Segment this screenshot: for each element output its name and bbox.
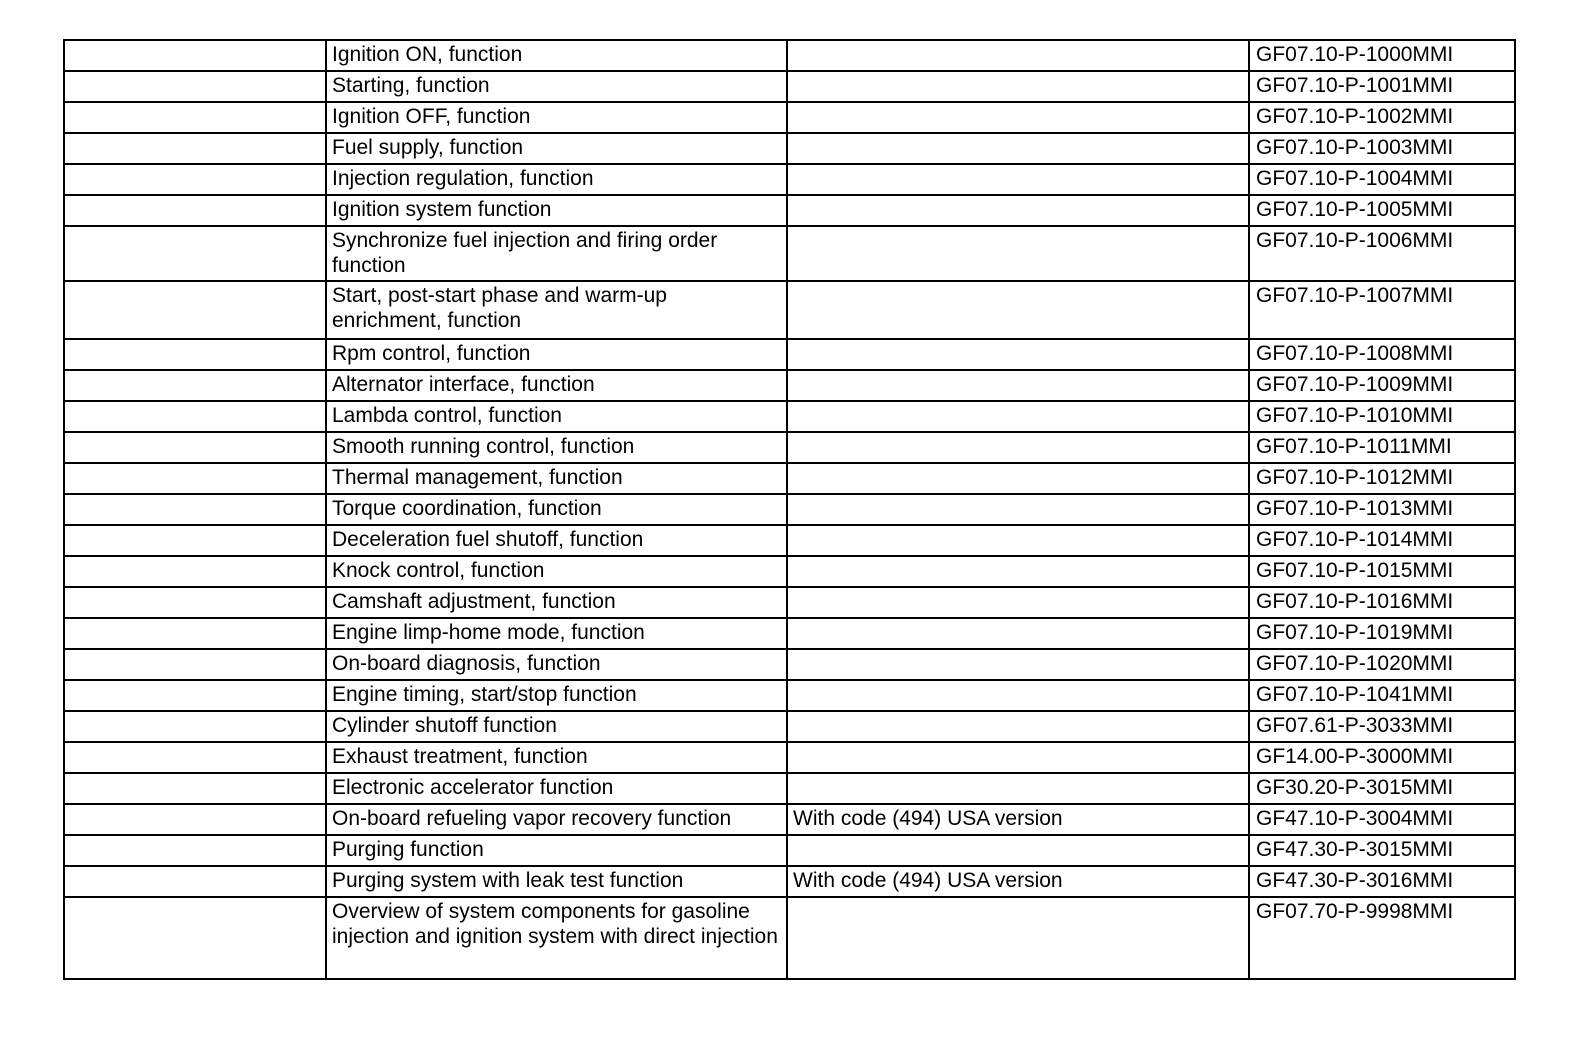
section-cell <box>64 71 326 102</box>
document-code-cell: GF07.10-P-1014MMI <box>1249 525 1515 556</box>
function-title-cell: Injection regulation, function <box>326 164 787 195</box>
section-cell <box>64 226 326 281</box>
table-row <box>64 711 1515 742</box>
condition-cell <box>787 494 1249 525</box>
function-title-cell: Ignition system function <box>326 195 787 226</box>
section-cell <box>64 711 326 742</box>
document-code-cell: GF07.10-P-1010MMI <box>1249 401 1515 432</box>
section-cell <box>64 525 326 556</box>
table-row <box>64 835 1515 866</box>
document-code-cell: GF47.30-P-3016MMI <box>1249 866 1515 897</box>
condition-cell <box>787 463 1249 494</box>
function-title-cell: Camshaft adjustment, function <box>326 587 787 618</box>
condition-cell <box>787 587 1249 618</box>
function-title-cell: Purging system with leak test function <box>326 866 787 897</box>
function-title-cell: On-board diagnosis, function <box>326 649 787 680</box>
document-code-cell: GF07.10-P-1015MMI <box>1249 556 1515 587</box>
condition-cell: With code (494) USA version <box>787 866 1249 897</box>
condition-cell <box>787 525 1249 556</box>
table-row <box>64 525 1515 556</box>
condition-cell <box>787 370 1249 401</box>
section-cell <box>64 133 326 164</box>
section-cell <box>64 195 326 226</box>
document-code-cell: GF07.10-P-1005MMI <box>1249 195 1515 226</box>
function-title-cell: Overview of system components for gasoline injection and ignition system with direct injection <box>326 897 787 979</box>
function-title-cell: Purging function <box>326 835 787 866</box>
document-code-cell: GF07.70-P-9998MMI <box>1249 897 1515 979</box>
table-row <box>64 494 1515 525</box>
table-row <box>64 556 1515 587</box>
condition-cell <box>787 680 1249 711</box>
condition-cell <box>787 618 1249 649</box>
condition-cell: With code (494) USA version <box>787 804 1249 835</box>
table-row <box>64 40 1515 71</box>
document-code-cell: GF47.10-P-3004MMI <box>1249 804 1515 835</box>
function-reference-table <box>63 39 1516 980</box>
table-row <box>64 71 1515 102</box>
document-code-cell: GF07.10-P-1041MMI <box>1249 680 1515 711</box>
document-code-cell: GF07.10-P-1012MMI <box>1249 463 1515 494</box>
function-title-cell: Knock control, function <box>326 556 787 587</box>
function-title-cell: Rpm control, function <box>326 339 787 370</box>
table-row <box>64 773 1515 804</box>
function-title-cell: On-board refueling vapor recovery function <box>326 804 787 835</box>
condition-cell <box>787 281 1249 339</box>
table-row <box>64 432 1515 463</box>
condition-cell <box>787 773 1249 804</box>
document-code-cell: GF07.10-P-1007MMI <box>1249 281 1515 339</box>
condition-cell <box>787 897 1249 979</box>
table-row <box>64 804 1515 835</box>
document-code-cell: GF07.10-P-1002MMI <box>1249 102 1515 133</box>
table-row <box>64 742 1515 773</box>
table-row <box>64 281 1515 339</box>
table-row <box>64 133 1515 164</box>
condition-cell <box>787 40 1249 71</box>
function-title-cell: Torque coordination, function <box>326 494 787 525</box>
condition-cell <box>787 164 1249 195</box>
section-cell <box>64 463 326 494</box>
document-code-cell: GF07.10-P-1008MMI <box>1249 339 1515 370</box>
table-row <box>64 866 1515 897</box>
condition-cell <box>787 102 1249 133</box>
section-cell <box>64 370 326 401</box>
section-cell <box>64 102 326 133</box>
condition-cell <box>787 71 1249 102</box>
table-row <box>64 195 1515 226</box>
section-cell <box>64 40 326 71</box>
condition-cell <box>787 711 1249 742</box>
document-code-cell: GF07.10-P-1011MMI <box>1249 432 1515 463</box>
section-cell <box>64 618 326 649</box>
function-title-cell: Deceleration fuel shutoff, function <box>326 525 787 556</box>
condition-cell <box>787 835 1249 866</box>
function-title-cell: Alternator interface, function <box>326 370 787 401</box>
table-row <box>64 370 1515 401</box>
document-code-cell: GF07.61-P-3033MMI <box>1249 711 1515 742</box>
section-cell <box>64 401 326 432</box>
condition-cell <box>787 133 1249 164</box>
function-title-cell: Smooth running control, function <box>326 432 787 463</box>
document-code-cell: GF07.10-P-1013MMI <box>1249 494 1515 525</box>
document-code-cell: GF07.10-P-1000MMI <box>1249 40 1515 71</box>
table-row <box>64 587 1515 618</box>
table-row <box>64 339 1515 370</box>
function-title-cell: Fuel supply, function <box>326 133 787 164</box>
section-cell <box>64 339 326 370</box>
section-cell <box>64 742 326 773</box>
section-cell <box>64 649 326 680</box>
document-code-cell: GF07.10-P-1004MMI <box>1249 164 1515 195</box>
section-cell <box>64 164 326 195</box>
document-code-cell: GF07.10-P-1020MMI <box>1249 649 1515 680</box>
document-code-cell: GF47.30-P-3015MMI <box>1249 835 1515 866</box>
function-title-cell: Engine limp-home mode, function <box>326 618 787 649</box>
table-row <box>64 463 1515 494</box>
condition-cell <box>787 649 1249 680</box>
section-cell <box>64 494 326 525</box>
table-row <box>64 102 1515 133</box>
table-row <box>64 618 1515 649</box>
section-cell <box>64 835 326 866</box>
condition-cell <box>787 742 1249 773</box>
table-row <box>64 649 1515 680</box>
function-title-cell: Ignition OFF, function <box>326 102 787 133</box>
function-title-cell: Lambda control, function <box>326 401 787 432</box>
document-code-cell: GF07.10-P-1006MMI <box>1249 226 1515 281</box>
condition-cell <box>787 432 1249 463</box>
document-code-cell: GF07.10-P-1001MMI <box>1249 71 1515 102</box>
section-cell <box>64 897 326 979</box>
document-code-cell: GF07.10-P-1019MMI <box>1249 618 1515 649</box>
function-title-cell: Start, post-start phase and warm-up enrichment, function <box>326 281 787 339</box>
section-cell <box>64 866 326 897</box>
document-code-cell: GF07.10-P-1003MMI <box>1249 133 1515 164</box>
table-row <box>64 680 1515 711</box>
table-row <box>64 401 1515 432</box>
section-cell <box>64 587 326 618</box>
section-cell <box>64 556 326 587</box>
table-row <box>64 164 1515 195</box>
table-row <box>64 226 1515 281</box>
section-cell <box>64 281 326 339</box>
document-code-cell: GF14.00-P-3000MMI <box>1249 742 1515 773</box>
section-cell <box>64 773 326 804</box>
condition-cell <box>787 339 1249 370</box>
table-body <box>64 40 1515 979</box>
function-title-cell: Synchronize fuel injection and firing order function <box>326 226 787 281</box>
document-code-cell: GF07.10-P-1016MMI <box>1249 587 1515 618</box>
document-code-cell: GF30.20-P-3015MMI <box>1249 773 1515 804</box>
section-cell <box>64 432 326 463</box>
section-cell <box>64 680 326 711</box>
function-title-cell: Cylinder shutoff function <box>326 711 787 742</box>
table-row <box>64 897 1515 979</box>
function-title-cell: Electronic accelerator function <box>326 773 787 804</box>
function-title-cell: Ignition ON, function <box>326 40 787 71</box>
condition-cell <box>787 226 1249 281</box>
function-title-cell: Starting, function <box>326 71 787 102</box>
condition-cell <box>787 401 1249 432</box>
function-title-cell: Thermal management, function <box>326 463 787 494</box>
function-title-cell: Engine timing, start/stop function <box>326 680 787 711</box>
condition-cell <box>787 556 1249 587</box>
condition-cell <box>787 195 1249 226</box>
section-cell <box>64 804 326 835</box>
document-code-cell: GF07.10-P-1009MMI <box>1249 370 1515 401</box>
function-title-cell: Exhaust treatment, function <box>326 742 787 773</box>
